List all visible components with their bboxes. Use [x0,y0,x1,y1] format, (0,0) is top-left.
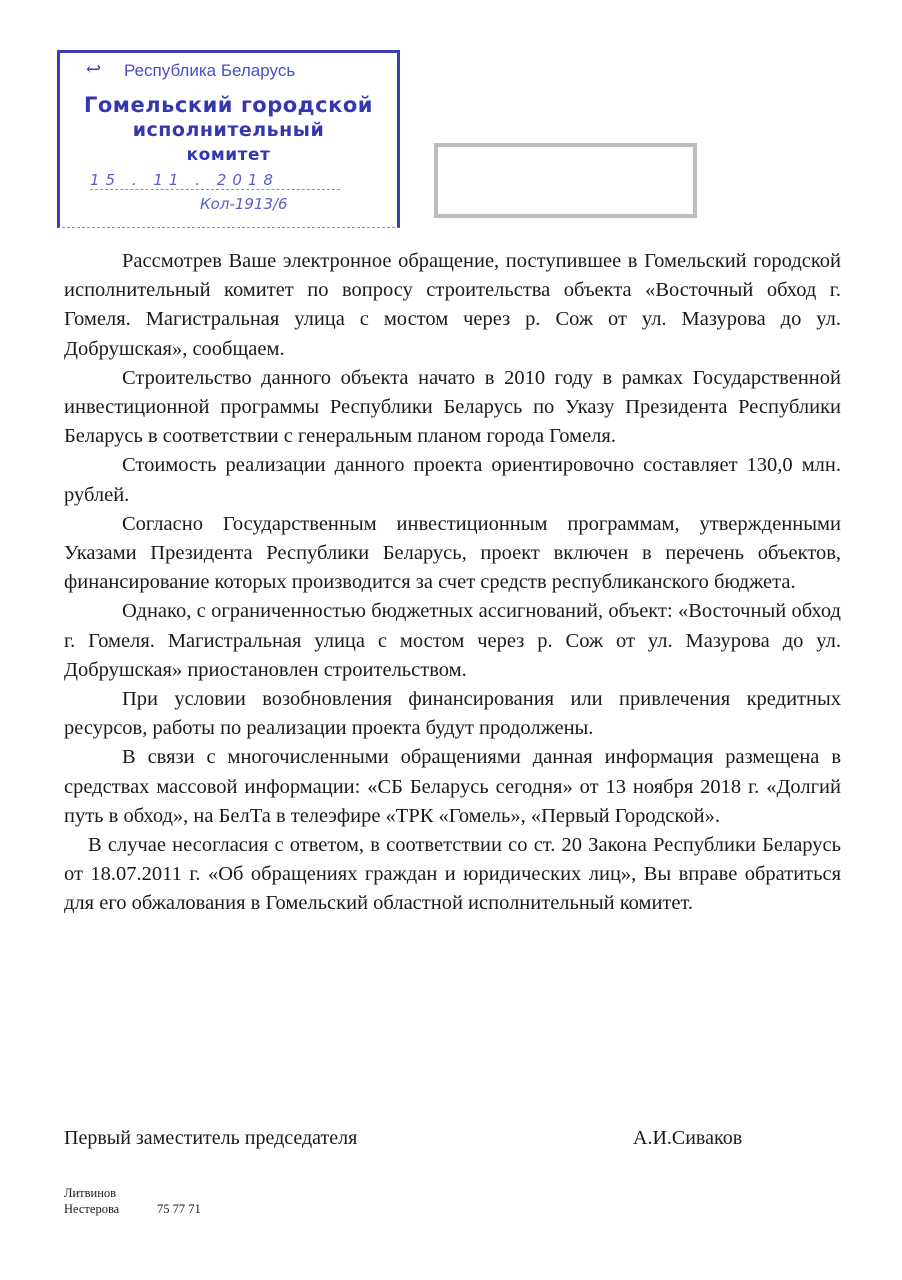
paragraph: Согласно Государственным инвестиционным программам, утвержденными Указами Президента Республики Беларусь, проект включен в перечень объектов, финансирование которых производится за счет средств республиканского бюджета. [64,512,841,594]
paragraph: В связи с многочисленными обращениями данная информация размещена в средствах массовой информации: «СБ Беларусь сегодня» от 13 ноября 2018 г. «Долгий путь в обход», на БелТа в телеэфире «ТРК «Гомель», «Первый Городской». [64,746,841,827]
stamp-org-line-3: комитет [186,145,271,165]
executor-name-2: Нестерова [64,1202,120,1216]
paragraph: При условии возобновления финансирования или привлечения кредитных ресурсов, работы по реализации проекта будут продолжены. [64,688,841,740]
stamp-date: 15 . 11 . 2018 [90,171,340,190]
registration-stamp [57,50,400,228]
paragraph: Строительство данного объекта начато в 2010 году в рамках Государственной инвестиционной программы Республики Беларусь по Указу Президента Республики Беларусь в соответствии с генеральным планом города Гомеля. [64,366,841,448]
stamp-org-line-1: Гомельский городской [84,93,373,117]
paragraph: Стоимость реализации данного проекта ориентировочно составляет 130,0 млн. рублей. [64,454,841,506]
stamp-organization [60,93,397,168]
paragraph: Рассмотрев Ваше электронное обращение, поступившее в Гомельский городской исполнительный комитет по вопросу строительства объекта «Восточный обход г. Гомеля. Магистральная улица с мостом через р. Сож от ул. Мазурова до ул. Добрушская», сообщаем. [64,250,841,360]
paragraph: Однако, с ограниченностью бюджетных ассигнований, объект: «Восточный обход г. Гомеля. Магистральная улица с мостом через р. Сож от ул. Мазурова до ул. Добрушская» приостановлен строительством. [64,600,841,681]
paragraph: В случае несогласия с ответом, в соответствии со ст. 20 Закона Республики Беларусь от 18.07.2011 г. «Об обращениях граждан и юридических лиц», Вы вправе обратиться для его обжалования в Гомельский областной исполнительный комитет. [64,834,841,915]
signatory-name: А.И.Сиваков [633,1127,743,1149]
redacted-address-box [434,143,697,218]
stamp-org-line-2: исполнительный [132,119,325,141]
signatory-position: Первый заместитель председателя [64,1127,358,1149]
letter-body [64,247,841,919]
emblem-icon: ↩ [86,59,102,79]
stamp-country: Республика Беларусь [124,61,296,80]
executor-phone: 75 77 71 [157,1202,201,1216]
executor-name-1: Литвинов [64,1186,117,1200]
stamp-reg-number: Кол-1913/6 [200,195,288,213]
